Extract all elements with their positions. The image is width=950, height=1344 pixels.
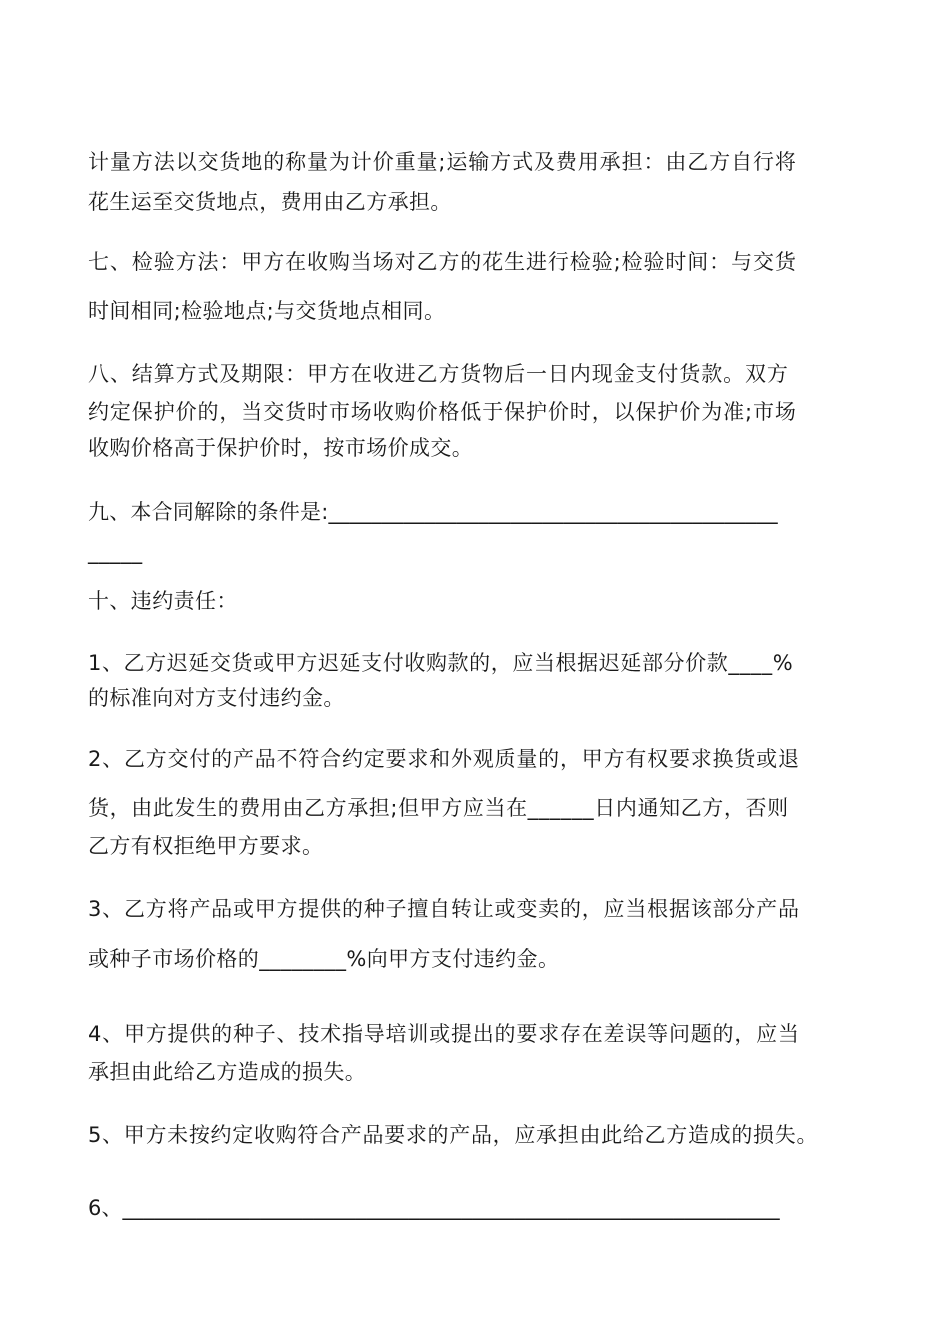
text-line: 2、乙方交付的产品不符合约定要求和外观质量的，甲方有权要求换货或退	[88, 747, 800, 771]
text-line: 七、检验方法：甲方在收购当场对乙方的花生进行检验;检验时间：与交货	[88, 250, 797, 274]
text-line: 货，由此发生的费用由乙方承担;但甲方应当在______日内通知乙方，否则	[88, 796, 789, 820]
text-line: _____	[88, 540, 143, 564]
text-line: 承担由此给乙方造成的损失。	[88, 1060, 367, 1084]
text-line: 八、结算方式及期限：甲方在收进乙方货物后一日内现金支付货款。双方	[88, 362, 789, 386]
text-line: 3、乙方将产品或甲方提供的种子擅自转让或变卖的，应当根据该部分产品	[88, 897, 800, 921]
text-line: 或种子市场价格的________%向甲方支付违约金。	[88, 947, 560, 971]
text-line: 九、本合同解除的条件是:__________________________________________	[88, 500, 778, 524]
text-line: 5、甲方未按约定收购符合产品要求的产品，应承担由此给乙方造成的损失。	[88, 1123, 819, 1147]
text-line: 1、乙方迟延交货或甲方迟延支付收购款的，应当根据迟延部分价款____%	[88, 651, 794, 675]
text-line: 的标准向对方支付违约金。	[88, 686, 345, 710]
text-line: 4、甲方提供的种子、技术指导培训或提出的要求存在差误等问题的，应当	[88, 1022, 800, 1046]
text-line: 6、______________________________________________________________	[88, 1196, 780, 1220]
text-line: 约定保护价的，当交货时市场收购价格低于保护价时，以保护价为准;市场	[88, 400, 797, 424]
text-line: 时间相同;检验地点;与交货地点相同。	[88, 299, 446, 323]
text-line: 花生运至交货地点，费用由乙方承担。	[88, 190, 452, 214]
text-line: 乙方有权拒绝甲方要求。	[88, 834, 324, 858]
text-line: 十、违约责任：	[88, 589, 238, 613]
text-line: 计量方法以交货地的称量为计价重量;运输方式及费用承担：由乙方自行将	[88, 150, 797, 174]
text-line: 收购价格高于保护价时，按市场价成交。	[88, 436, 474, 460]
